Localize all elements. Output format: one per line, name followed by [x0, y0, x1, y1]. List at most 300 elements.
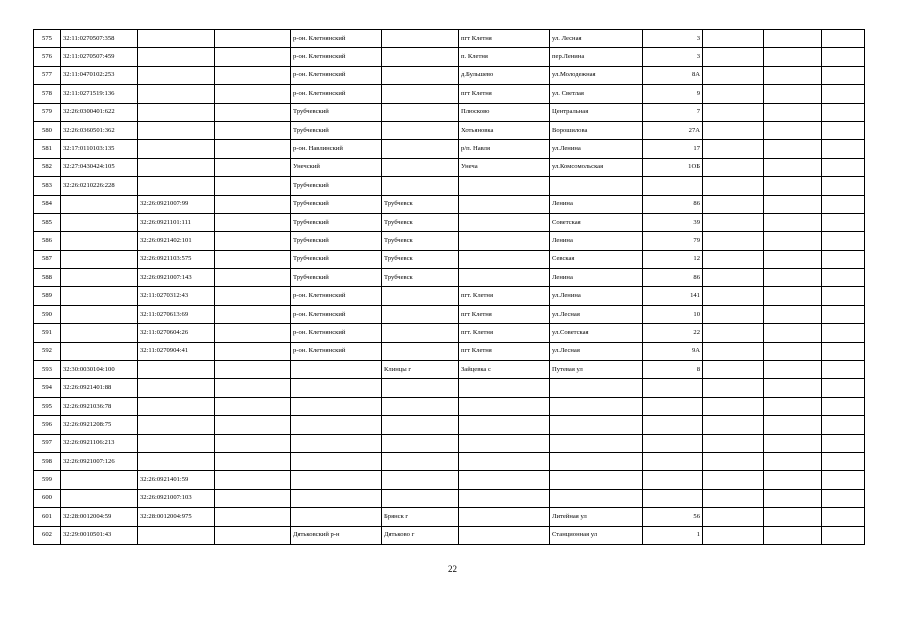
- settlement-cell: [459, 508, 550, 526]
- table-row: [34, 140, 865, 158]
- cadastral-number-cell: 32:28:0012004:59: [61, 508, 138, 526]
- house-number-cell: 39: [643, 213, 703, 231]
- empty-cell: [822, 195, 865, 213]
- empty-cell: [215, 379, 291, 397]
- table-row: [34, 269, 865, 287]
- city-cell: [382, 342, 459, 360]
- district-cell: р-он. Клетнянский: [291, 324, 382, 342]
- empty-cell: [215, 66, 291, 84]
- settlement-cell: [459, 526, 550, 544]
- building-cadastral-number-cell: 32:11:0270312:43: [138, 287, 215, 305]
- row-number-cell: 575: [34, 30, 61, 48]
- empty-cell: [822, 379, 865, 397]
- settlement-cell: Хотьяновка: [459, 121, 550, 139]
- row-number-cell: 586: [34, 232, 61, 250]
- empty-cell: [703, 195, 764, 213]
- city-cell: [382, 379, 459, 397]
- table-row: [34, 85, 865, 103]
- table-row: [34, 324, 865, 342]
- street-cell: ул.Ленина: [550, 140, 643, 158]
- empty-cell: [764, 452, 822, 470]
- table-row: [34, 397, 865, 415]
- city-cell: [382, 30, 459, 48]
- empty-cell: [764, 121, 822, 139]
- city-cell: Трубчевск: [382, 195, 459, 213]
- empty-cell: [822, 287, 865, 305]
- row-number-cell: 589: [34, 287, 61, 305]
- house-number-cell: 12: [643, 250, 703, 268]
- empty-cell: [764, 379, 822, 397]
- empty-cell: [215, 269, 291, 287]
- empty-cell: [703, 324, 764, 342]
- table-row: [34, 305, 865, 323]
- empty-cell: [764, 416, 822, 434]
- empty-cell: [703, 177, 764, 195]
- district-cell: р-он. Клетнянский: [291, 85, 382, 103]
- building-cadastral-number-cell: [138, 121, 215, 139]
- property-register-table: [33, 29, 865, 545]
- empty-cell: [703, 103, 764, 121]
- city-cell: [382, 121, 459, 139]
- settlement-cell: [459, 471, 550, 489]
- city-cell: Трубчевск: [382, 250, 459, 268]
- empty-cell: [215, 250, 291, 268]
- city-cell: [382, 140, 459, 158]
- street-cell: Станционная ул: [550, 526, 643, 544]
- settlement-cell: пгт Клетня: [459, 85, 550, 103]
- empty-cell: [822, 48, 865, 66]
- cadastral-number-cell: [61, 269, 138, 287]
- district-cell: р-он. Клетнянский: [291, 66, 382, 84]
- district-cell: [291, 379, 382, 397]
- cadastral-number-cell: [61, 250, 138, 268]
- building-cadastral-number-cell: [138, 434, 215, 452]
- empty-cell: [764, 361, 822, 379]
- city-cell: [382, 489, 459, 507]
- table-row: [34, 287, 865, 305]
- city-cell: [382, 397, 459, 415]
- house-number-cell: 86: [643, 195, 703, 213]
- district-cell: [291, 508, 382, 526]
- settlement-cell: Унеча: [459, 158, 550, 176]
- empty-cell: [764, 342, 822, 360]
- cadastral-number-cell: 32:30:0030104:100: [61, 361, 138, 379]
- cadastral-number-cell: [61, 324, 138, 342]
- table-row: [34, 379, 865, 397]
- empty-cell: [822, 471, 865, 489]
- street-cell: Ворошилова: [550, 121, 643, 139]
- cadastral-number-cell: 32:26:0210226:228: [61, 177, 138, 195]
- empty-cell: [822, 361, 865, 379]
- empty-cell: [822, 121, 865, 139]
- street-cell: [550, 471, 643, 489]
- cadastral-number-cell: [61, 232, 138, 250]
- table-row: [34, 452, 865, 470]
- district-cell: Трубчевский: [291, 250, 382, 268]
- building-cadastral-number-cell: [138, 416, 215, 434]
- building-cadastral-number-cell: 32:26:0921007:103: [138, 489, 215, 507]
- street-cell: пер.Ленина: [550, 48, 643, 66]
- district-cell: [291, 434, 382, 452]
- empty-cell: [703, 471, 764, 489]
- settlement-cell: [459, 489, 550, 507]
- district-cell: [291, 452, 382, 470]
- row-number-cell: 598: [34, 452, 61, 470]
- page-number: 22: [448, 564, 457, 574]
- empty-cell: [215, 324, 291, 342]
- table-row: [34, 48, 865, 66]
- empty-cell: [822, 416, 865, 434]
- building-cadastral-number-cell: [138, 48, 215, 66]
- building-cadastral-number-cell: [138, 30, 215, 48]
- building-cadastral-number-cell: [138, 66, 215, 84]
- empty-cell: [822, 103, 865, 121]
- district-cell: Трубчевский: [291, 195, 382, 213]
- row-number-cell: 587: [34, 250, 61, 268]
- street-cell: [550, 416, 643, 434]
- empty-cell: [764, 177, 822, 195]
- cadastral-number-cell: 32:17:0110103:135: [61, 140, 138, 158]
- empty-cell: [764, 397, 822, 415]
- cadastral-number-cell: [61, 195, 138, 213]
- cadastral-number-cell: 32:11:0270507:358: [61, 30, 138, 48]
- district-cell: Унечский: [291, 158, 382, 176]
- table-row: [34, 361, 865, 379]
- building-cadastral-number-cell: [138, 140, 215, 158]
- district-cell: р-он. Навлинский: [291, 140, 382, 158]
- house-number-cell: 3: [643, 48, 703, 66]
- city-cell: [382, 66, 459, 84]
- house-number-cell: [643, 379, 703, 397]
- empty-cell: [215, 158, 291, 176]
- district-cell: р-он. Клетнянский: [291, 287, 382, 305]
- table-row: [34, 30, 865, 48]
- settlement-cell: [459, 416, 550, 434]
- table-body: [34, 30, 865, 545]
- street-cell: Ленина: [550, 269, 643, 287]
- settlement-cell: Плюсково: [459, 103, 550, 121]
- street-cell: [550, 397, 643, 415]
- city-cell: [382, 177, 459, 195]
- empty-cell: [215, 140, 291, 158]
- building-cadastral-number-cell: [138, 452, 215, 470]
- table-row: [34, 508, 865, 526]
- cadastral-number-cell: 32:26:0921007:126: [61, 452, 138, 470]
- empty-cell: [215, 471, 291, 489]
- empty-cell: [215, 508, 291, 526]
- district-cell: Трубчевский: [291, 121, 382, 139]
- empty-cell: [703, 379, 764, 397]
- row-number-cell: 588: [34, 269, 61, 287]
- row-number-cell: 591: [34, 324, 61, 342]
- city-cell: Трубчевск: [382, 232, 459, 250]
- settlement-cell: [459, 195, 550, 213]
- empty-cell: [822, 489, 865, 507]
- empty-cell: [822, 452, 865, 470]
- cadastral-number-cell: 32:11:0470102:253: [61, 66, 138, 84]
- empty-cell: [215, 195, 291, 213]
- empty-cell: [764, 489, 822, 507]
- street-cell: ул.Лесная: [550, 305, 643, 323]
- empty-cell: [703, 342, 764, 360]
- table-row: [34, 195, 865, 213]
- city-cell: [382, 85, 459, 103]
- district-cell: р-он. Клетнянский: [291, 342, 382, 360]
- empty-cell: [215, 85, 291, 103]
- house-number-cell: 7: [643, 103, 703, 121]
- street-cell: Советская: [550, 213, 643, 231]
- empty-cell: [215, 526, 291, 544]
- empty-cell: [703, 85, 764, 103]
- settlement-cell: пгт. Клетня: [459, 324, 550, 342]
- row-number-cell: 577: [34, 66, 61, 84]
- city-cell: [382, 471, 459, 489]
- empty-cell: [764, 471, 822, 489]
- empty-cell: [215, 213, 291, 231]
- empty-cell: [703, 416, 764, 434]
- settlement-cell: пгт Клетня: [459, 342, 550, 360]
- district-cell: Трубчевский: [291, 103, 382, 121]
- row-number-cell: 585: [34, 213, 61, 231]
- cadastral-number-cell: [61, 287, 138, 305]
- settlement-cell: [459, 250, 550, 268]
- settlement-cell: [459, 269, 550, 287]
- cadastral-number-cell: 32:26:0921401:88: [61, 379, 138, 397]
- house-number-cell: 8А: [643, 66, 703, 84]
- district-cell: [291, 471, 382, 489]
- city-cell: [382, 416, 459, 434]
- house-number-cell: [643, 177, 703, 195]
- street-cell: ул. Лесная: [550, 30, 643, 48]
- row-number-cell: 595: [34, 397, 61, 415]
- city-cell: Клинцы г: [382, 361, 459, 379]
- empty-cell: [215, 342, 291, 360]
- settlement-cell: [459, 379, 550, 397]
- empty-cell: [764, 324, 822, 342]
- cadastral-number-cell: 32:26:0921106:213: [61, 434, 138, 452]
- empty-cell: [703, 452, 764, 470]
- empty-cell: [764, 140, 822, 158]
- cadastral-number-cell: [61, 489, 138, 507]
- district-cell: Трубчевский: [291, 269, 382, 287]
- cadastral-number-cell: 32:26:0921208:75: [61, 416, 138, 434]
- district-cell: Трубчевский: [291, 232, 382, 250]
- house-number-cell: 1ОБ: [643, 158, 703, 176]
- empty-cell: [822, 526, 865, 544]
- district-cell: [291, 416, 382, 434]
- empty-cell: [822, 213, 865, 231]
- district-cell: р-он. Клетнянский: [291, 30, 382, 48]
- empty-cell: [703, 508, 764, 526]
- city-cell: [382, 324, 459, 342]
- row-number-cell: 602: [34, 526, 61, 544]
- cadastral-number-cell: 32:26:0300401:622: [61, 103, 138, 121]
- empty-cell: [215, 103, 291, 121]
- empty-cell: [822, 158, 865, 176]
- empty-cell: [764, 66, 822, 84]
- table-row: [34, 416, 865, 434]
- district-cell: [291, 397, 382, 415]
- row-number-cell: 581: [34, 140, 61, 158]
- house-number-cell: 8: [643, 361, 703, 379]
- empty-cell: [703, 269, 764, 287]
- row-number-cell: 579: [34, 103, 61, 121]
- city-cell: [382, 103, 459, 121]
- row-number-cell: 596: [34, 416, 61, 434]
- empty-cell: [822, 397, 865, 415]
- cadastral-number-cell: 32:11:0271519:136: [61, 85, 138, 103]
- table-row: [34, 232, 865, 250]
- empty-cell: [822, 342, 865, 360]
- empty-cell: [215, 489, 291, 507]
- building-cadastral-number-cell: 32:26:0921401:59: [138, 471, 215, 489]
- empty-cell: [764, 158, 822, 176]
- building-cadastral-number-cell: 32:28:0012004:975: [138, 508, 215, 526]
- table-row: [34, 103, 865, 121]
- street-cell: Центральная: [550, 103, 643, 121]
- row-number-cell: 576: [34, 48, 61, 66]
- district-cell: Трубчевский: [291, 177, 382, 195]
- house-number-cell: 56: [643, 508, 703, 526]
- table-row: [34, 213, 865, 231]
- row-number-cell: 601: [34, 508, 61, 526]
- cadastral-number-cell: [61, 342, 138, 360]
- house-number-cell: 1: [643, 526, 703, 544]
- house-number-cell: 3: [643, 30, 703, 48]
- house-number-cell: [643, 434, 703, 452]
- street-cell: ул. Светлая: [550, 85, 643, 103]
- house-number-cell: 9А: [643, 342, 703, 360]
- empty-cell: [703, 30, 764, 48]
- row-number-cell: 599: [34, 471, 61, 489]
- empty-cell: [703, 48, 764, 66]
- city-cell: [382, 452, 459, 470]
- empty-cell: [822, 434, 865, 452]
- empty-cell: [822, 269, 865, 287]
- empty-cell: [764, 85, 822, 103]
- empty-cell: [215, 397, 291, 415]
- city-cell: [382, 48, 459, 66]
- district-cell: Дятьковский р-н: [291, 526, 382, 544]
- empty-cell: [764, 508, 822, 526]
- cadastral-number-cell: 32:29:0010501:43: [61, 526, 138, 544]
- house-number-cell: [643, 416, 703, 434]
- empty-cell: [764, 232, 822, 250]
- empty-cell: [703, 397, 764, 415]
- empty-cell: [822, 250, 865, 268]
- house-number-cell: 22: [643, 324, 703, 342]
- district-cell: р-он. Клетнянский: [291, 305, 382, 323]
- house-number-cell: [643, 397, 703, 415]
- empty-cell: [764, 434, 822, 452]
- district-cell: [291, 361, 382, 379]
- empty-cell: [703, 250, 764, 268]
- building-cadastral-number-cell: 32:11:0270604:26: [138, 324, 215, 342]
- settlement-cell: Зайцевка с: [459, 361, 550, 379]
- row-number-cell: 592: [34, 342, 61, 360]
- row-number-cell: 594: [34, 379, 61, 397]
- row-number-cell: 593: [34, 361, 61, 379]
- district-cell: [291, 489, 382, 507]
- building-cadastral-number-cell: [138, 158, 215, 176]
- building-cadastral-number-cell: 32:26:0921402:101: [138, 232, 215, 250]
- empty-cell: [703, 66, 764, 84]
- street-cell: [550, 177, 643, 195]
- building-cadastral-number-cell: 32:26:0921103:575: [138, 250, 215, 268]
- street-cell: ул.Комсомольская: [550, 158, 643, 176]
- table-row: [34, 526, 865, 544]
- settlement-cell: д.Бульшево: [459, 66, 550, 84]
- city-cell: [382, 158, 459, 176]
- street-cell: [550, 489, 643, 507]
- table-row: [34, 66, 865, 84]
- empty-cell: [764, 48, 822, 66]
- empty-cell: [764, 103, 822, 121]
- empty-cell: [822, 232, 865, 250]
- table-row: [34, 121, 865, 139]
- empty-cell: [703, 526, 764, 544]
- street-cell: Литейная ул: [550, 508, 643, 526]
- settlement-cell: [459, 232, 550, 250]
- table-row: [34, 177, 865, 195]
- table-row: [34, 250, 865, 268]
- cadastral-number-cell: 32:11:0270507:459: [61, 48, 138, 66]
- empty-cell: [703, 232, 764, 250]
- building-cadastral-number-cell: [138, 103, 215, 121]
- street-cell: [550, 379, 643, 397]
- building-cadastral-number-cell: [138, 85, 215, 103]
- empty-cell: [764, 30, 822, 48]
- table-row: [34, 434, 865, 452]
- house-number-cell: 27А: [643, 121, 703, 139]
- city-cell: Брянск г: [382, 508, 459, 526]
- district-cell: р-он. Клетнянский: [291, 48, 382, 66]
- empty-cell: [703, 361, 764, 379]
- row-number-cell: 580: [34, 121, 61, 139]
- city-cell: [382, 305, 459, 323]
- empty-cell: [764, 287, 822, 305]
- house-number-cell: [643, 471, 703, 489]
- street-cell: [550, 452, 643, 470]
- city-cell: Трубчевск: [382, 213, 459, 231]
- settlement-cell: пгт Клетня: [459, 305, 550, 323]
- empty-cell: [822, 324, 865, 342]
- empty-cell: [764, 195, 822, 213]
- empty-cell: [764, 250, 822, 268]
- empty-cell: [822, 508, 865, 526]
- empty-cell: [215, 361, 291, 379]
- empty-cell: [703, 489, 764, 507]
- empty-cell: [822, 140, 865, 158]
- cadastral-number-cell: 32:27:0430424:105: [61, 158, 138, 176]
- city-cell: Дятьково г: [382, 526, 459, 544]
- settlement-cell: р/п. Навля: [459, 140, 550, 158]
- house-number-cell: [643, 489, 703, 507]
- street-cell: ул.Советская: [550, 324, 643, 342]
- empty-cell: [822, 305, 865, 323]
- row-number-cell: 584: [34, 195, 61, 213]
- empty-cell: [764, 305, 822, 323]
- empty-cell: [764, 269, 822, 287]
- empty-cell: [703, 121, 764, 139]
- street-cell: Ленина: [550, 232, 643, 250]
- empty-cell: [215, 287, 291, 305]
- row-number-cell: 582: [34, 158, 61, 176]
- street-cell: ул.Молодежная: [550, 66, 643, 84]
- row-number-cell: 583: [34, 177, 61, 195]
- house-number-cell: [643, 452, 703, 470]
- settlement-cell: пгт Клетня: [459, 30, 550, 48]
